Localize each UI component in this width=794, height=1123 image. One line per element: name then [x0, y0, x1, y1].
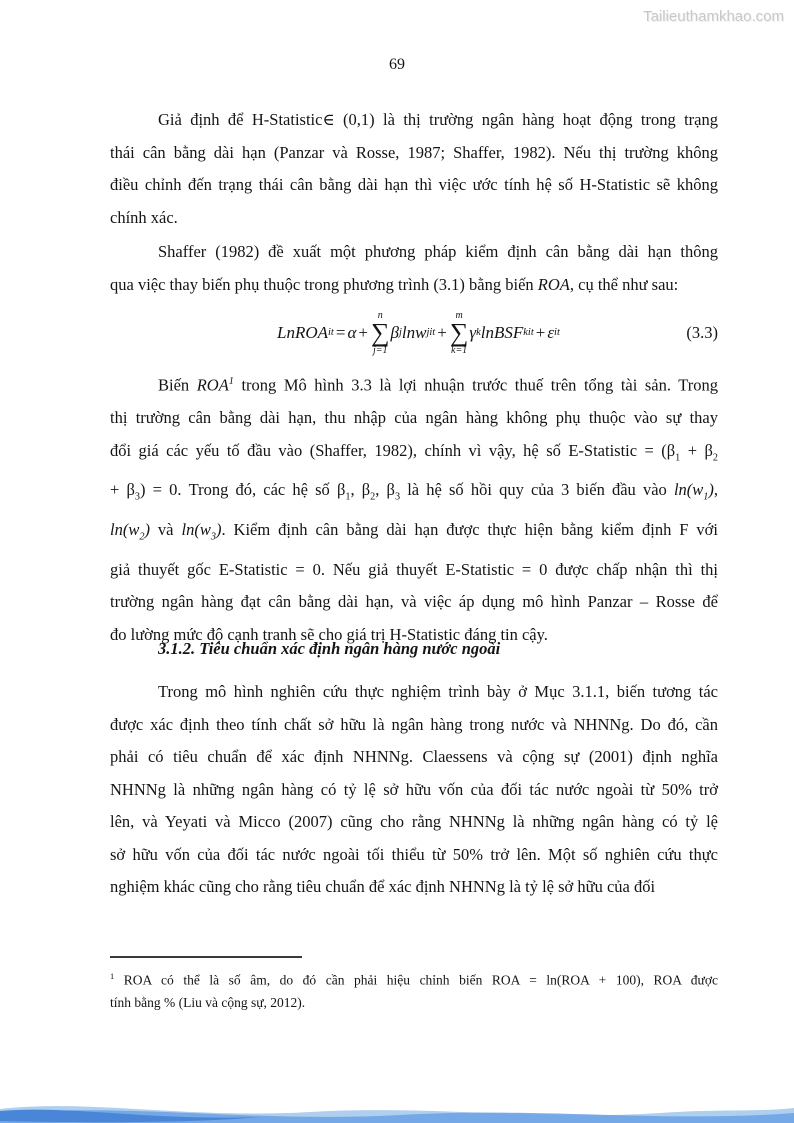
text-line: nghiệm khác cũng cho rằng tiêu chuẩn để xác định NHNNg là tỷ lệ sở hữu của đối: [110, 877, 656, 896]
eq-lnbsf: lnBSF: [480, 322, 524, 342]
paragraph-roa-model-explanation: [110, 366, 718, 651]
text-line: + $\beta_3) = 0$. Trong đó, các hệ số $\beta_1$, $\beta_2$, $\beta_3$ là hệ số hồi quy của 3 biến đầu vào $\ln(w_1)$,: [110, 480, 719, 503]
text-line: lên, và Yeyati và Micco (2007) cũng cho rằng NHNNg là những ngân hàng có tỷ lệ: [110, 812, 718, 831]
equation-body: LnROA it = α + n ∑ j=1 β j lnw jit + m ∑ k=1 γ k lnBSF kit + ε it: [277, 310, 560, 356]
text-line: điều chỉnh đến trạng thái cân bằng dài hạn thì việc ước tính hệ số H-Statistic sẽ không: [110, 175, 718, 194]
text-line: qua việc thay biến phụ thuộc trong phương trình (3.1) bằng biến ROA, cụ thể như sau:: [110, 274, 679, 294]
text-line: Biến ROA$^1$ trong Mô hình 3.3 là lợi nhuận trước thuế trên tổng tài sản. Trong: [158, 375, 718, 395]
eq-lhs: LnROA: [277, 322, 328, 342]
eq-plus-3: +: [535, 322, 546, 342]
eq-equals: =: [335, 322, 346, 342]
text-line: thái cân bằng dài hạn (Panzar và Rosse, 1987; Shaffer, 1982). Nếu thị trường không: [110, 142, 718, 162]
paragraph-shaffer-method: [110, 236, 718, 301]
eq-epsilon: ε: [547, 322, 555, 342]
footer-wave-decoration: [0, 1097, 794, 1123]
text-line: chính xác.: [110, 207, 178, 227]
equation-3-3: [110, 303, 718, 363]
eq-plus-2: +: [437, 322, 447, 342]
site-watermark: Tailieuthamkhao.com: [643, 8, 784, 25]
text-line: đo lường mức độ cạnh tranh sẽ cho giá trị H-Statistic đáng tin cậy.: [110, 624, 548, 644]
sum-operator-2: m ∑ k=1: [449, 310, 469, 356]
eq-lnw: lnw: [401, 322, 427, 342]
eq-plus-1: +: [358, 322, 368, 342]
paragraph-h-statistic-assumption: [110, 104, 718, 234]
text-line: Shaffer (1982) đề xuất một phương pháp kiểm định cân bằng dài hạn thông: [158, 242, 718, 261]
eq-alpha: α: [347, 322, 357, 342]
section-heading-3-1-2: 3.1.2. Tiêu chuẩn xác định ngân hàng nước ngoài: [158, 639, 501, 658]
text-line: trường ngân hàng đạt cân bằng dài hạn, và việc áp dụng mô hình Panzar – Rosse để: [110, 592, 718, 612]
footnote-line: $^1$ ROA có thể là số âm, do đó cần phải hiệu chỉnh biến ROA = ln(ROA + 100), ROA được: [110, 972, 718, 988]
text-line: được xác định theo tính chất sở hữu là ngân hàng trong nước và NHNNg. Do đó, cần: [110, 714, 718, 734]
equation-number: (3.3): [686, 323, 718, 342]
page-number: 69: [389, 56, 405, 73]
text-line: thị trường cân bằng dài hạn, thu nhập của ngân hàng không phụ thuộc vào sự thay: [110, 408, 718, 427]
eq-gamma: γ: [469, 322, 477, 342]
paragraph-foreign-bank-criteria: [110, 676, 718, 904]
text-line: NHNNg là những ngân hàng có tỷ lệ sở hữu vốn của đối tác nước ngoài từ 50% trở: [110, 779, 718, 799]
text-line: sở hữu vốn của đối tác nước ngoài tối thiểu từ 50% trở lên. Một số nghiên cứu thực: [110, 844, 718, 864]
eq-beta: β: [390, 322, 399, 342]
text-line: Giả định để H-Statistic∈ (0,1) là thị trường ngân hàng hoạt động trong trạng: [158, 110, 718, 129]
text-line: đổi giá các yếu tố đầu vào (Shaffer, 1982), chính vì vậy, hệ số E-Statistic = ($\beta_1 + \beta_2$: [110, 440, 718, 463]
footnote-roa: [110, 966, 718, 1014]
sum-operator-1: n ∑ j=1: [370, 310, 390, 356]
text-line: $\ln(w_2)$ và $\ln(w_3)$. Kiểm định cân bằng dài hạn được thực hiện bằng kiểm định F với: [110, 520, 718, 543]
text-line: Trong mô hình nghiên cứu thực nghiệm trình bày ở Mục 3.1.1, biến tương tác: [158, 682, 718, 701]
text-line: phải có tiêu chuẩn để xác định NHNNg. Claessens và cộng sự (2001) định nghĩa: [110, 747, 718, 766]
footnote-separator: [110, 956, 302, 958]
eq-lhs-sub: it: [328, 327, 334, 339]
footnote-line: tính bằng % (Liu và cộng sự, 2012).: [110, 994, 306, 1010]
text-line: giả thuyết gốc E-Statistic = 0. Nếu giả thuyết E-Statistic = 0 được chấp nhận thì thị: [110, 559, 718, 579]
